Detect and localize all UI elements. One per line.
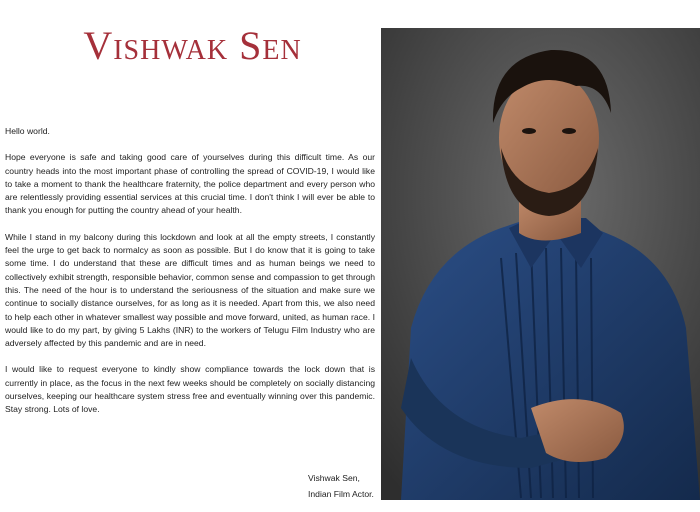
portrait-photo: [381, 28, 700, 500]
brand-logo-text: Vishwak Sen: [83, 23, 302, 68]
letter-signature: [308, 470, 374, 502]
letter-paragraph-2: While I stand in my balcony during this lockdown and look at all the empty streets, I constantly feel the urge to get back to normalcy as soon as possible. But I do know that it is going to take some time. I do understand that these are difficult times and as human beings we need to collectively exhibit strength, responsible behavior, common sense and compassion to get through this. The need of the hour is to understand the seriousness of the situation and make sure we continue to socially distance ourselves, for as long as it is needed. Apart from this, we also need to help each other in whatever smallest way possible and move forward, united, as human race. I would like to do my part, by giving 5 Lakhs (INR) to the workers of Telugu Film Industry who are adversely affected by this pandemic and are in need.: [5, 231, 375, 349]
letter-greeting: Hello world.: [5, 126, 50, 136]
letter-paragraph-3: I would like to request everyone to kindly show compliance towards the lock down that is currently in place, as the focus in the next few weeks should be completely on socially distancing ourselves, keeping our healthcare system stress free and eventually winning over this pandemic. Stay strong. Lots of love.: [5, 364, 375, 415]
signature-name: Vishwak Sen,: [308, 473, 360, 483]
left-eye: [522, 128, 536, 134]
letter-paragraph-1: Hope everyone is safe and taking good care of yourselves during this difficult time. As our country heads into the most important phase of controlling the spread of COVID-19, I would like to take a moment to thank the healthcare fraternity, the police department and every person who are relentlessly providing essential services at this crucial time. I don't think I will ever be able to thank you enough for putting the country ahead of your health.: [5, 152, 375, 216]
portrait-illustration: [381, 28, 700, 500]
right-eye: [562, 128, 576, 134]
signature-title: Indian Film Actor.: [308, 489, 374, 499]
letter-body: [5, 125, 375, 430]
